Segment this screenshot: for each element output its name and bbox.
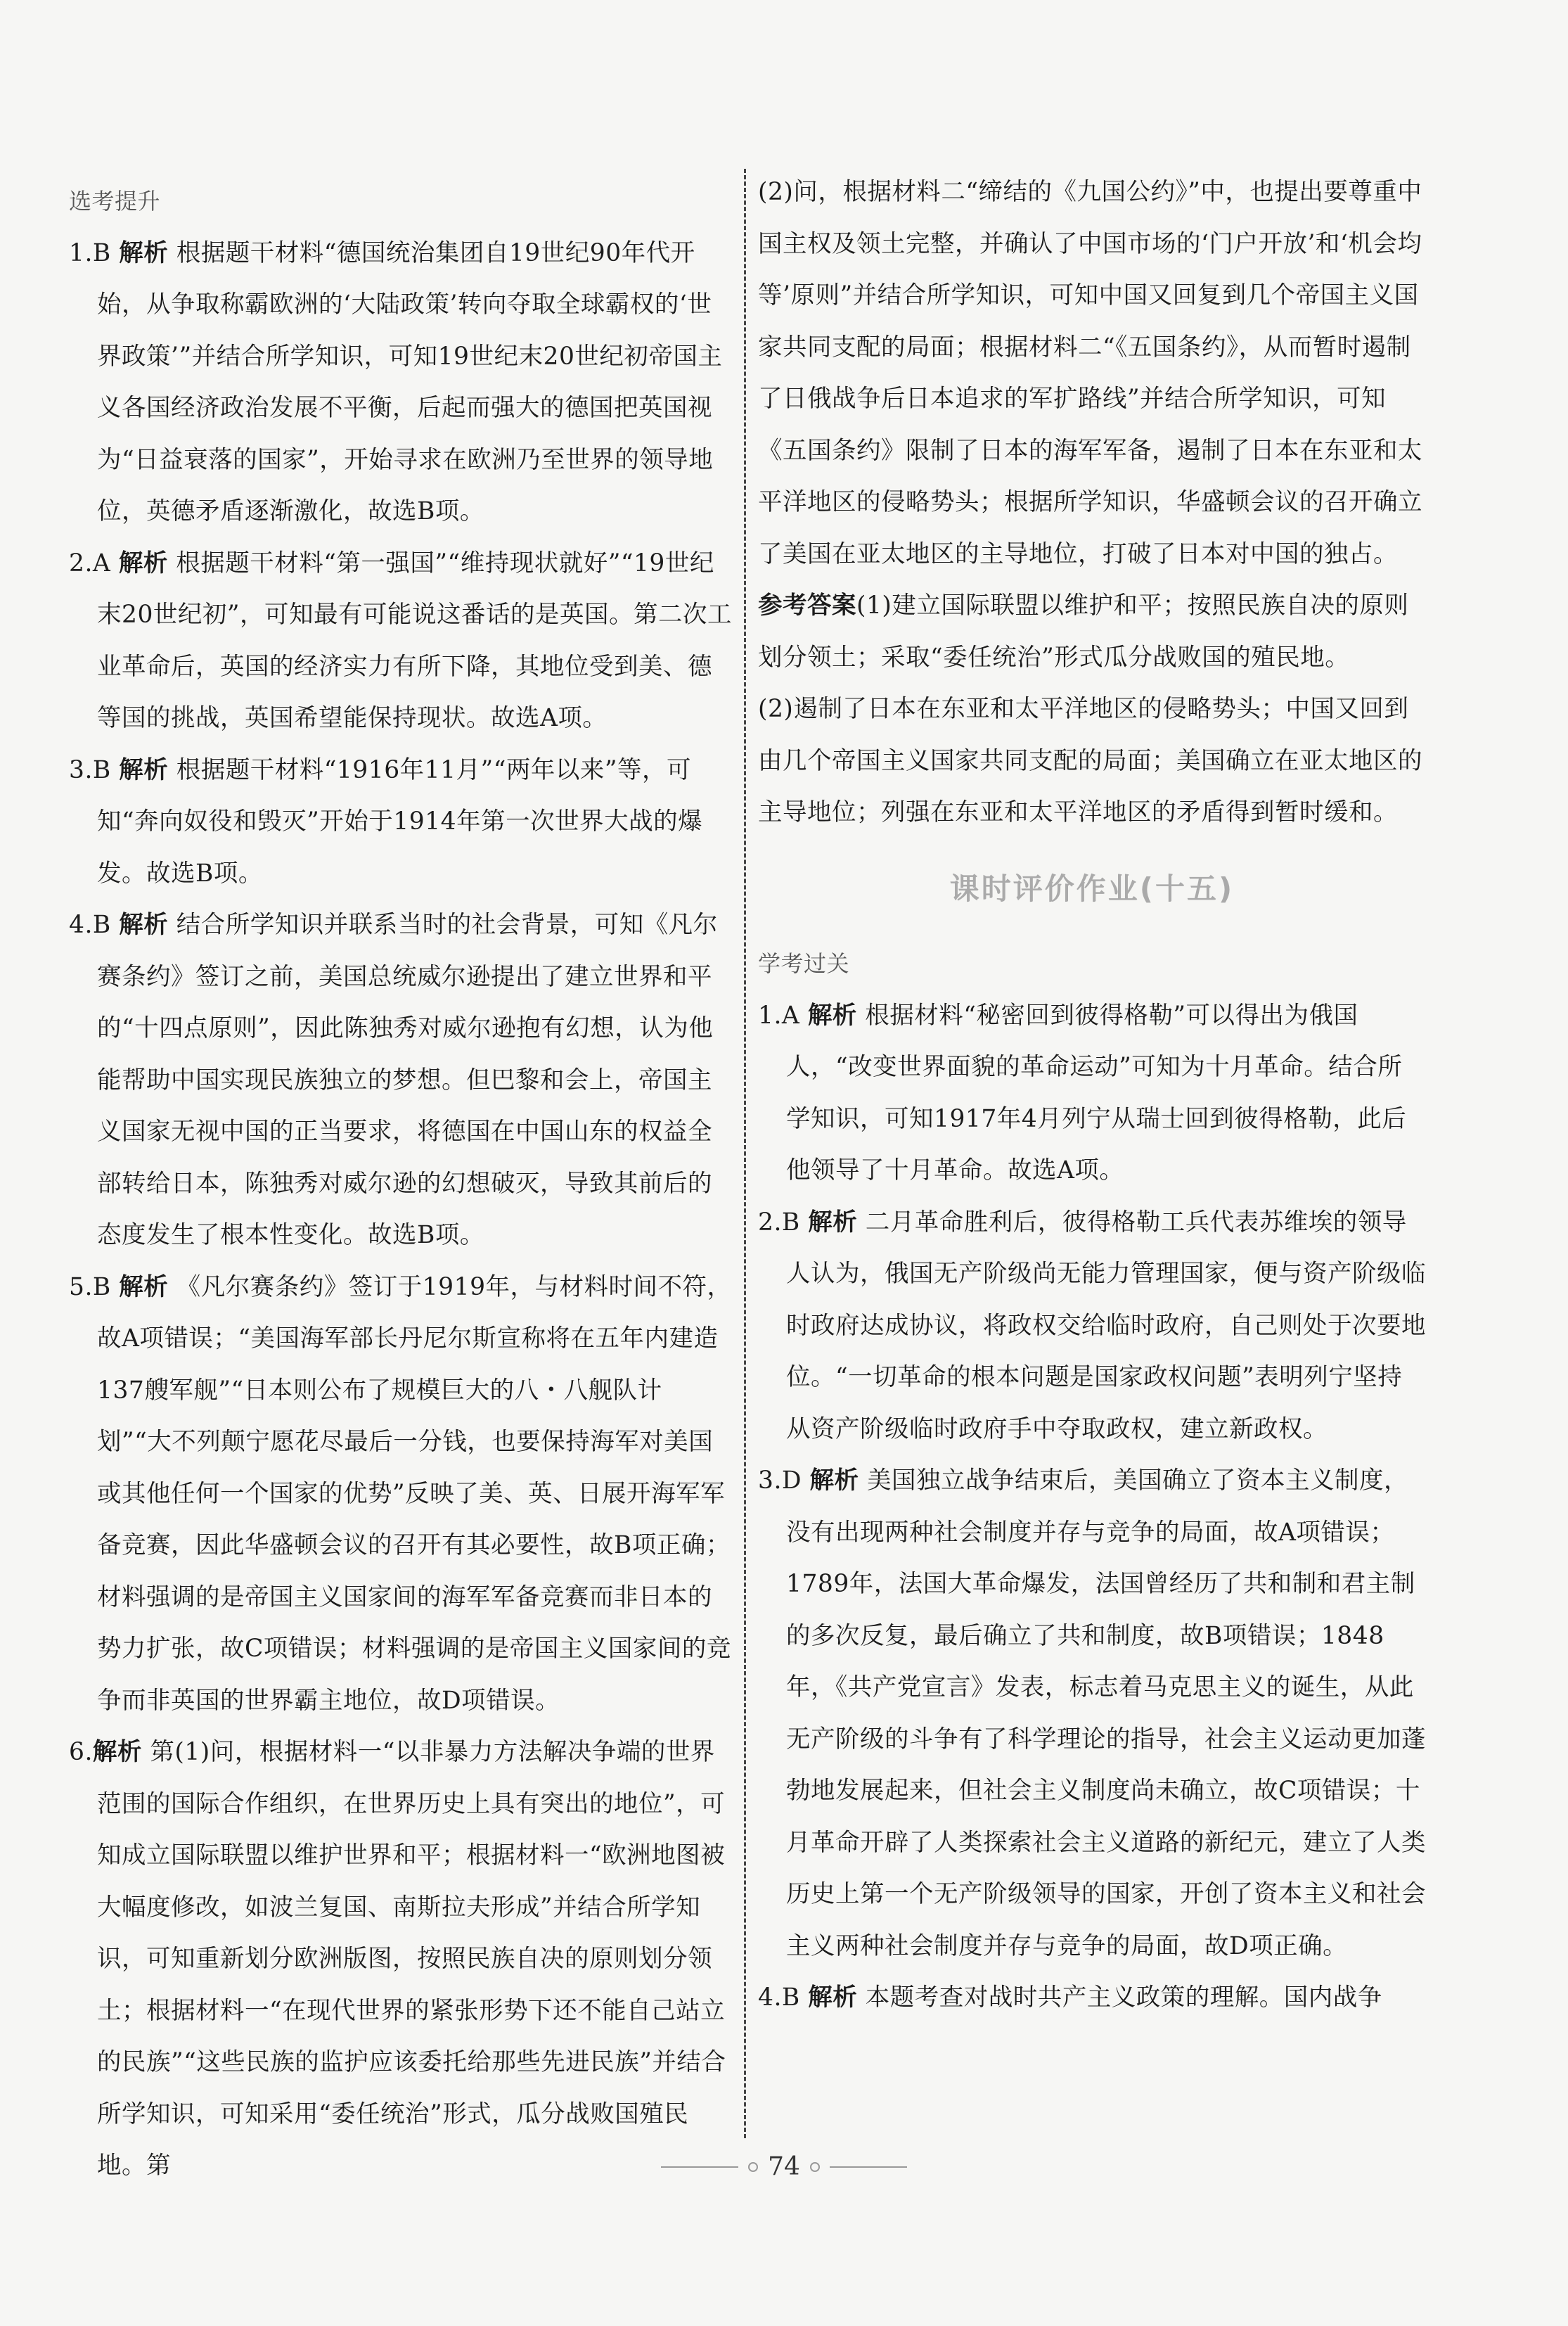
reference-answer	[758, 580, 1426, 684]
answer-item-2	[69, 538, 734, 745]
item-text: 第(1)问，根据材料一“以非暴力方法解决争端的世界范围的国际合作组织，在世界历史上具有突出的地位”，可知成立国际联盟以维护世界和平；根据材料一“欧洲地图被大幅度修改，如波兰复国、南斯拉夫形成”并结合所学知识，可知重新划分欧洲版图，按照民族自决的原则划分领土；根据材料一“在现代世界的紧张形势下还不能自己站立的民族”“这些民族的监护应该委托给那些先进民族”并结合所学知识，可知采用“委任统治”形式，瓜分战败国殖民地。第	[97, 1738, 726, 2180]
page-footer	[0, 2152, 1568, 2181]
item-label: 解析	[807, 1001, 857, 1030]
item-text: 根据题干材料“1916年11月”“两年以来”等，可知“奔向奴役和毁灭”开始于1914年第一次世界大战的爆发。故选B项。	[97, 755, 703, 888]
item-label: 解析	[119, 238, 169, 267]
item-label: 解析	[119, 911, 169, 939]
item-number: 2.B	[758, 1208, 800, 1237]
section-heading: 学考过关	[758, 950, 850, 977]
answer-item-5	[69, 1262, 734, 1727]
item-number: 1.A	[758, 1001, 800, 1030]
answer-item-2	[758, 1197, 1426, 1456]
item-number: 2.A	[69, 549, 111, 577]
footer-dot-left	[748, 2162, 758, 2172]
answer-item-4	[69, 900, 734, 1262]
footer-dot-right	[810, 2162, 820, 2172]
answer-item-4	[758, 1972, 1426, 2024]
section-heading: 选考提升	[69, 188, 161, 215]
item-text: 本题考查对战时共产主义政策的理解。国内战争	[865, 1983, 1382, 2012]
item-text: 根据题干材料“德国统治集团自19世纪90年代开始，从争取称霸欧洲的‘大陆政策’转向夺取全球霸权的‘世界政策’”并结合所学知识，可知19世纪末20世纪初帝国主义各国经济政治发展不平衡，后起而强大的德国把英国视为“日益衰落的国家”，开始寻求在欧洲乃至世界的领导地位，英德矛盾逐渐激化，故选B项。	[97, 238, 723, 525]
item-number: 5.B	[69, 1272, 111, 1301]
item-number: 4.B	[69, 911, 111, 939]
answer-label: 参考答案	[758, 592, 856, 620]
item-text: 结合所学知识并联系当时的社会背景，可知《凡尔赛条约》签订之前，美国总统威尔逊提出了建立世界和平的“十四点原则”，因此陈独秀对威尔逊抱有幻想，认为他能帮助中国实现民族独立的梦想。但巴黎和会上，帝国主义国家无视中国的正当要求，将德国在中国山东的权益全部转给日本，陈独秀对威尔逊的幻想破灭，导致其前后的态度发生了根本性变化。故选B项。	[97, 911, 718, 1249]
item-label: 解析	[118, 549, 168, 577]
item-text: 二月革命胜利后，彼得格勒工兵代表苏维埃的领导人认为，俄国无产阶级尚无能力管理国家，便与资产阶级临时政府达成协议，将政权交给临时政府，自己则处于次要地位。“一切革命的根本问题是国家政权问题”表明列宁坚持从资产阶级临时政府手中夺取政权，建立新政权。	[786, 1208, 1426, 1443]
answer-part-2: (2)遏制了日本在东亚和太平洋地区的侵略势头；中国又回到由几个帝国主义国家共同支配的局面；美国确立在亚太地区的主导地位；列强在东亚和太平洋地区的矛盾得到暂时缓和。	[758, 695, 1422, 826]
footer-rule-right	[830, 2166, 907, 2168]
item-text: 美国独立战争结束后，美国确立了资本主义制度，没有出现两种社会制度并存与竞争的局面，故A项错误；1789年，法国大革命爆发，法国曾经历了共和制和君主制的多次反复，最后确立了共和制度，故B项错误；1848年，《共产党宣言》发表，标志着马克思主义的诞生，从此无产阶级的斗争有了科学理论的指导，社会主义运动更加蓬勃地发展起来，但社会主义制度尚未确立，故C项错误；十月革命开辟了人类探索社会主义道路的新纪元，建立了人类历史上第一个无产阶级领导的国家，开创了资本主义和社会主义两种社会制度并存与竞争的局面，故D项正确。	[786, 1466, 1426, 1960]
answer-item-3	[69, 745, 734, 900]
answer-part-1: (1)建立国际联盟以维护和平；按照民族自决的原则划分领土；采取“委任统治”形式瓜分战败国的殖民地。	[758, 592, 1409, 672]
item-label: 解析	[119, 755, 169, 784]
item-text: 根据材料“秘密回到彼得格勒”可以得出为俄国人，“改变世界面貌的革命运动”可知为十月革命。结合所学知识，可知1917年4月列宁从瑞士回到彼得格勒，此后他领导了十月革命。故选A项。	[786, 1001, 1407, 1184]
item-number: 3.D	[758, 1466, 802, 1495]
answer-item-1	[758, 990, 1426, 1197]
item-label: 解析	[808, 1983, 858, 2012]
answer-item-3	[758, 1455, 1426, 1972]
item-number: 6.	[69, 1738, 93, 1766]
item-label: 解析	[808, 1208, 858, 1237]
page-title: 课时评价作业(十五)	[949, 871, 1235, 906]
left-column	[69, 176, 734, 2192]
answer-item-1	[69, 228, 734, 538]
item-number: 1.B	[69, 238, 111, 267]
right-column	[758, 167, 1426, 2024]
item-number: 4.B	[758, 1983, 800, 2012]
item-label: 解析	[809, 1466, 859, 1495]
footer-rule-left	[661, 2166, 738, 2168]
column-divider	[744, 169, 746, 2138]
page-number: 74	[768, 2152, 800, 2181]
item-text: 《凡尔赛条约》签订于1919年，与材料时间不符，故A项错误；“美国海军部长丹尼尔斯宣称将在五年内建造137艘军舰”“日本则公布了规模巨大的八・八舰队计划”“大不列颠宁愿花尽最后一分钱，也要保持海军对美国或其他任何一个国家的优势”反映了美、英、日展开海军军备竞赛，因此华盛顿会议的召开有其必要性，故B项正确；材料强调的是帝国主义国家间的海军军备竞赛而非日本的势力扩张，故C项错误；材料强调的是帝国主义国家间的竞争而非英国的世界霸主地位，故D项错误。	[97, 1272, 732, 1715]
item-text: 根据题干材料“第一强国”“维持现状就好”“19世纪末20世纪初”，可知最有可能说这番话的是英国。第二次工业革命后，英国的经济实力有所下降，其地位受到美、德等国的挑战，英国希望能保持现状。故选A项。	[97, 549, 733, 732]
item-label: 解析	[119, 1272, 169, 1301]
continuation-text: (2)问，根据材料二“缔结的《九国公约》”中，也提出要尊重中国主权及领土完整，并确认了中国市场的‘门户开放’和‘机会均等’原则”并结合所学知识，可知中国又回复到几个帝国主义国家共同支配的局面；根据材料二“《五国条约》，从而暂时遏制了日俄战争后日本追求的军扩路线”并结合所学知识，可知《五国条约》限制了日本的海军军备，遏制了日本在东亚和太平洋地区的侵略势头；根据所学知识，华盛顿会议的召开确立了美国在亚太地区的主导地位，打破了日本对中国的独占。	[758, 178, 1422, 568]
item-number: 3.B	[69, 755, 111, 784]
answer-item-6	[69, 1727, 734, 2192]
item-label: 解析	[92, 1738, 142, 1766]
